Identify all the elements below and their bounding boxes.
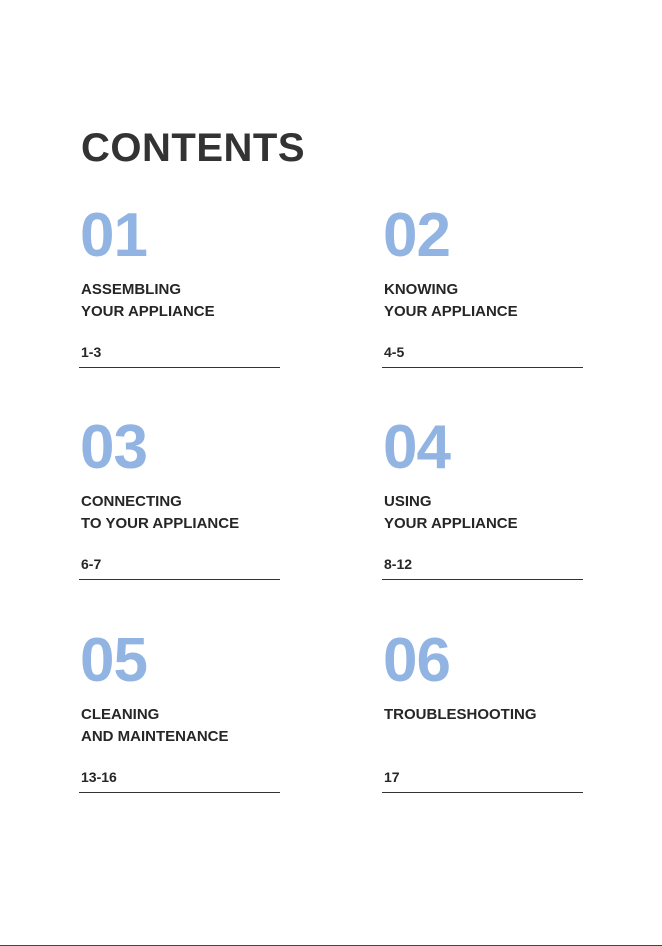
section-title: ASSEMBLING YOUR APPLIANCE (81, 281, 215, 320)
section-title: USING YOUR APPLIANCE (384, 493, 518, 532)
section-divider (382, 579, 583, 580)
section-pages: 8-12 (384, 556, 413, 572)
section-pages: 6-7 (81, 556, 102, 572)
section-divider (382, 792, 583, 793)
section-title: TROUBLESHOOTING (384, 706, 537, 723)
section-number: 06 (383, 626, 450, 695)
page-title: CONTENTS (81, 126, 305, 170)
section-divider (79, 367, 280, 368)
section-number: 01 (80, 201, 147, 270)
section-pages: 1-3 (81, 344, 102, 360)
section-number: 05 (80, 626, 147, 695)
section-title: CLEANING AND MAINTENANCE (81, 706, 229, 745)
section-divider (382, 367, 583, 368)
section-pages: 4-5 (384, 344, 405, 360)
section-title: CONNECTING TO YOUR APPLIANCE (81, 493, 240, 532)
section-number: 04 (383, 413, 450, 482)
section-number: 03 (80, 413, 147, 482)
section-divider (79, 579, 280, 580)
section-pages: 17 (384, 769, 400, 785)
section-number: 02 (383, 201, 450, 270)
section-pages: 13-16 (81, 769, 117, 785)
section-divider (79, 792, 280, 793)
section-title: KNOWING YOUR APPLIANCE (384, 281, 518, 320)
